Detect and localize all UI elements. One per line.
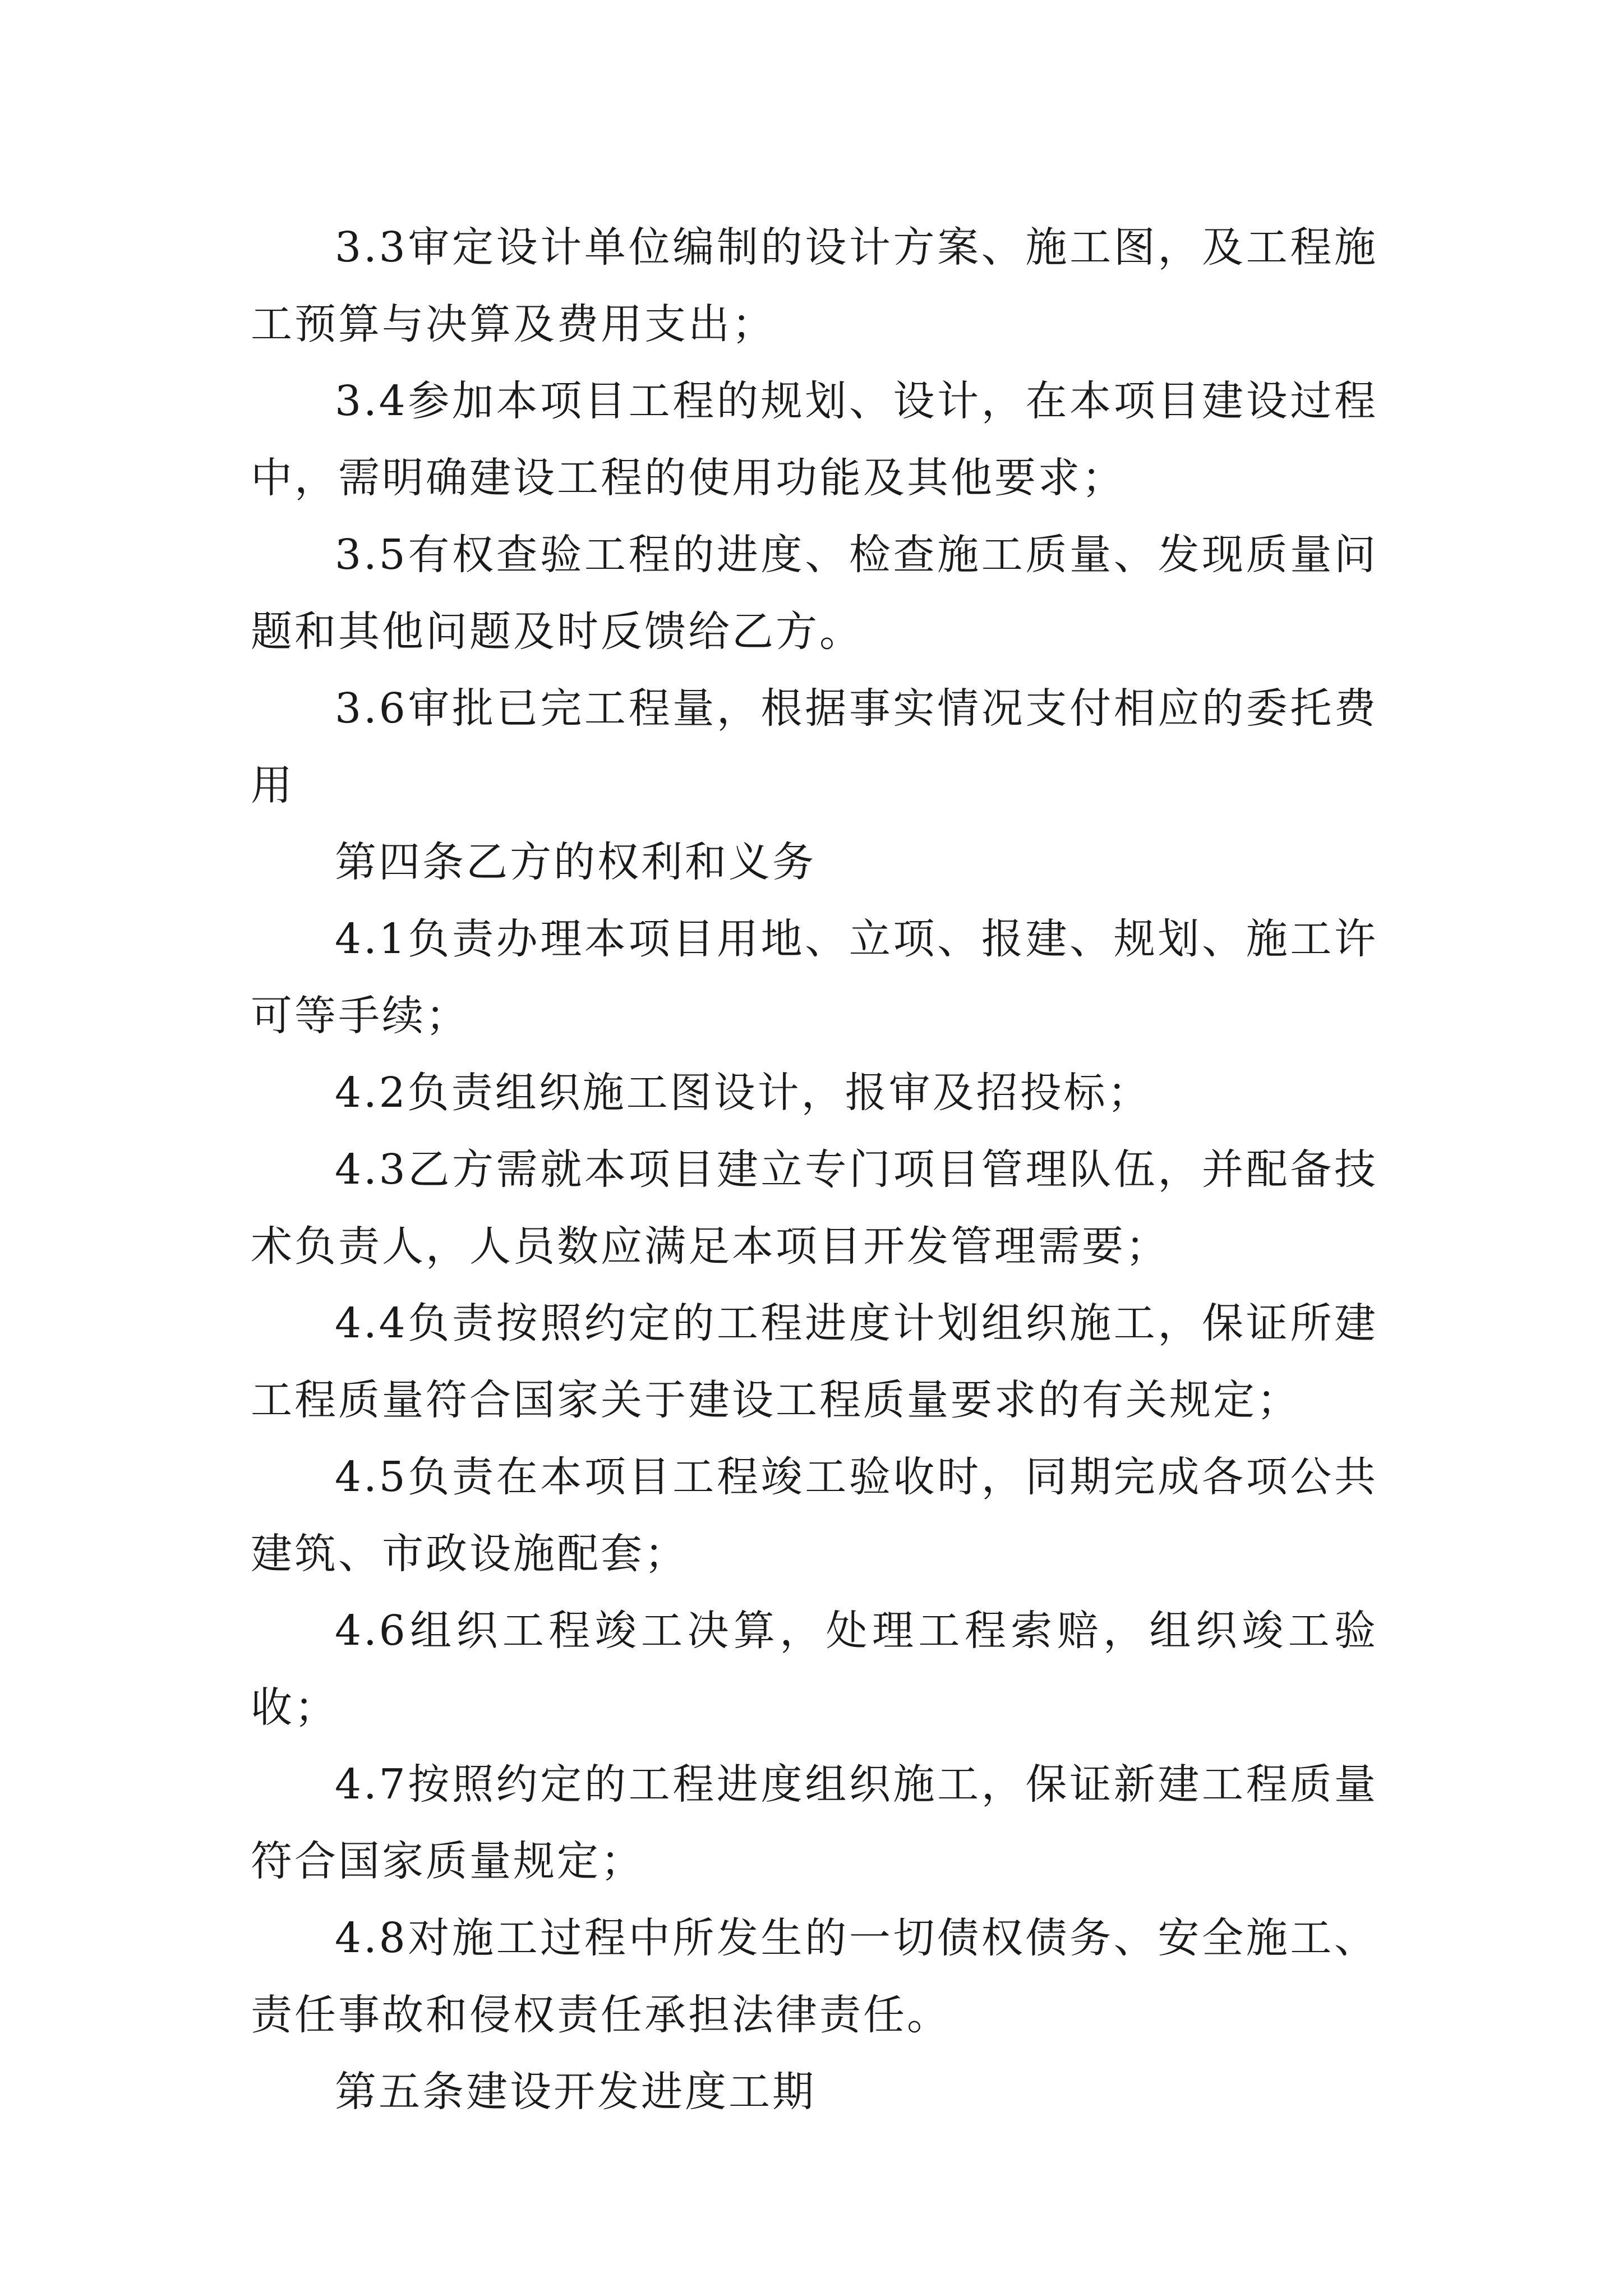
clause-4-6: 4.6组织工程竣工决算，处理工程索赔，组织竣工验收； bbox=[251, 1607, 1378, 1732]
clause-4-4: 4.4负责按照约定的工程进度计划组织施工，保证所建工程质量符合国家关于建设工程质量要求的有关规定； bbox=[251, 1299, 1378, 1424]
clause-3-6: 3.6审批已完工程量，根据事实情况支付相应的委托费用 bbox=[251, 684, 1378, 809]
clause-4-8: 4.8对施工过程中所发生的一切债权债务、安全施工、责任事故和侵权责任承担法律责任。 bbox=[251, 1914, 1378, 2039]
clause-4-7: 4.7按照约定的工程进度组织施工，保证新建工程质量符合国家质量规定； bbox=[251, 1760, 1378, 1885]
clause-4-2: 4.2负责组织施工图设计，报审及招投标； bbox=[335, 1069, 1151, 1117]
clause-4-5: 4.5负责在本项目工程竣工验收时，同期完成各项公共建筑、市政设施配套； bbox=[251, 1453, 1378, 1578]
clause-3-3: 3.3审定设计单位编制的设计方案、施工图，及工程施工预算与决算及费用支出； bbox=[251, 223, 1378, 348]
clause-4-1: 4.1负责办理本项目用地、立项、报建、规划、施工许可等手续； bbox=[251, 915, 1378, 1040]
document-body bbox=[251, 209, 1378, 2131]
article-5-heading: 第五条建设开发进度工期 bbox=[335, 2068, 816, 2116]
clause-3-4: 3.4参加本项目工程的规划、设计，在本项目建设过程中，需明确建设工程的使用功能及其他要求； bbox=[251, 377, 1378, 502]
clause-3-5: 3.5有权查验工程的进度、检查施工质量、发现质量问题和其他问题及时反馈给乙方。 bbox=[251, 531, 1378, 656]
clause-4-3: 4.3乙方需就本项目建立专门项目管理队伍，并配备技术负责人，人员数应满足本项目开发管理需要； bbox=[251, 1145, 1378, 1271]
article-4-heading: 第四条乙方的权利和义务 bbox=[335, 838, 816, 886]
